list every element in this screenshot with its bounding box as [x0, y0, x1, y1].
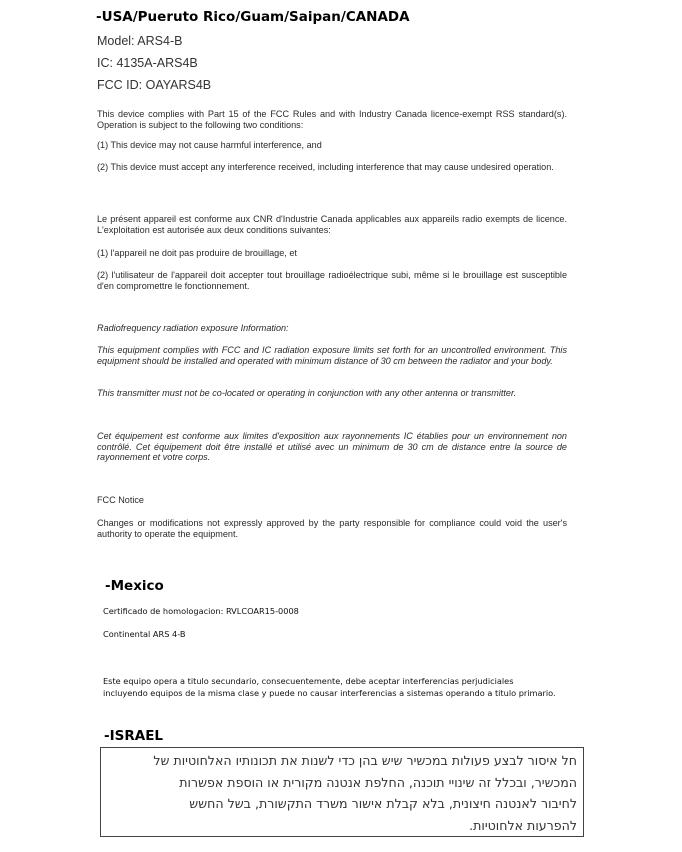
mexico-heading: -Mexico — [105, 578, 164, 594]
fcc-notice-paragraph: Changes or modifications not expressly approved by the party responsible for compliance could void the user's authority to operate the equipment. — [97, 518, 567, 539]
israel-notice-line-1: חל איסור לבצע פעולות במכשיר שיש בהן כדי לשנות את תכונותיו האלחוטיות של — [153, 753, 577, 768]
condition-2-paragraph: (2) This device must accept any interference received, including interference that may cause undesired operation. — [97, 162, 554, 172]
israel-notice-line-2: המכשיר, ובכלל זה שינויי תוכנה, החלפת אנטנה מקורית או הוספת אפשרות — [179, 774, 577, 790]
ic-label: IC: 4135A-ARS4B — [97, 56, 198, 70]
french-rf-exposure-paragraph: Cet équipement est conforme aux limites d'exposition aux rayonnements IC établies pour un environnement non contrôlé. Cet équipement doit être installé et utilisé avec un minimum de 30 cm de distance entre la source de rayonnement et votre corps. — [97, 431, 567, 462]
mexico-notice-line-1: Este equipo opera a titulo secundario, consecuentemente, debe aceptar interferencias perjudiciales — [103, 676, 514, 686]
israel-notice-line-3: לחיבור לאנטנה חיצונית, בלא קבלת אישור משרד התקשורת, בשל החשש — [189, 796, 577, 811]
rf-exposure-title: Radiofrequency radiation exposure Information: — [97, 323, 289, 333]
fcc-notice-title: FCC Notice — [97, 495, 144, 505]
fcc-compliance-paragraph: This device complies with Part 15 of the FCC Rules and with Industry Canada licence-exempt RSS standard(s). Operation is subject to the following two conditions: — [97, 109, 567, 130]
israel-heading: -ISRAEL — [104, 728, 164, 744]
french-condition-1-paragraph: (1) l'appareil ne doit pas produire de brouillage, et — [97, 248, 297, 258]
israel-notice-line-4: להפרעות אלחוטיות. — [469, 817, 577, 833]
rf-exposure-paragraph: This equipment complies with FCC and IC radiation exposure limits set forth for an uncontrolled environment. This equipment should be installed and operated with minimum distance of 30 cm between the radiator and your body. — [97, 345, 567, 366]
mexico-notice-line-2: incluyendo equipos de la misma clase y puede no causar interferencias a sistemas operando a titulo primario. — [103, 688, 556, 698]
mexico-model: Continental ARS 4-B — [103, 629, 186, 639]
french-condition-2-paragraph: (2) l'utilisateur de l'appareil doit accepter tout brouillage radioélectrique subi, même si le brouillage est susceptible d'en compromettre le fonctionnement. — [97, 270, 567, 291]
israel-notice-box — [100, 747, 584, 837]
condition-1-paragraph: (1) This device may not cause harmful interference, and — [97, 140, 322, 150]
usa-canada-heading: -USA/Pueruto Rico/Guam/Saipan/CANADA — [96, 9, 410, 25]
mexico-certificate: Certificado de homologacion: RVLCOAR15-0008 — [103, 606, 299, 616]
fcc-id-label: FCC ID: OAYARS4B — [97, 78, 212, 92]
co-location-paragraph: This transmitter must not be co-located or operating in conjunction with any other antenna or transmitter. — [97, 388, 517, 398]
french-compliance-paragraph: Le présent appareil est conforme aux CNR d'Industrie Canada applicables aux appareils radio exempts de licence. L'exploitation est autorisée aux deux conditions suivantes: — [97, 214, 567, 235]
model-label: Model: ARS4-B — [97, 34, 183, 48]
